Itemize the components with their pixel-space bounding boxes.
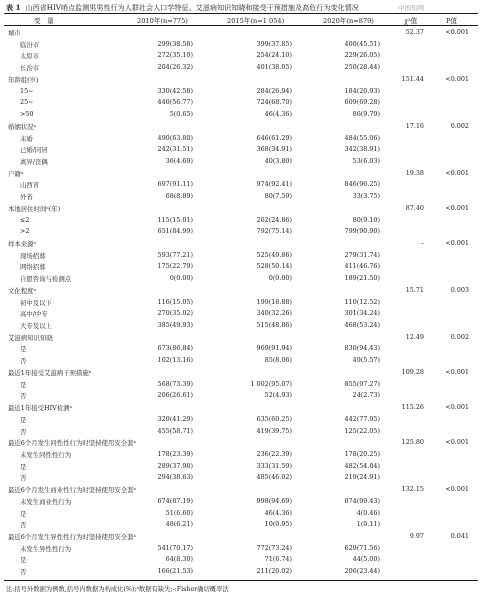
cell-2020: 86(9.79): [352, 110, 380, 118]
row-label: 是: [20, 556, 27, 565]
header-variable: 变 量: [34, 17, 54, 25]
cell-2010: 320(41.29): [157, 414, 193, 423]
table-row: [0, 497, 482, 508]
cell-2010: 270(35.02): [157, 309, 193, 318]
cell-2010: 116(15.05): [157, 297, 193, 306]
cell-2020: 1(0.11): [356, 520, 380, 529]
cell-2010: 697(91.11): [157, 180, 193, 189]
table-row: [0, 251, 482, 262]
row-label: 否: [20, 521, 27, 530]
cell-2010: 289(37.98): [157, 461, 193, 470]
cell-2015: 635(60.25): [256, 414, 292, 423]
cell-p-value: 0.041: [450, 532, 469, 540]
cell-2020: 874(99.43): [344, 496, 380, 505]
table-row: [0, 532, 482, 543]
row-label: 是: [20, 345, 27, 354]
row-label: ≤2: [20, 215, 30, 224]
cell-2020: 250(28.44): [344, 63, 380, 72]
row-label: 未婚: [20, 134, 33, 143]
cell-2010: 673(86.84): [157, 344, 193, 353]
table-row: [0, 87, 482, 98]
cell-p-value: 0.003: [450, 285, 469, 294]
row-label: 山西省: [20, 181, 40, 190]
row-label: 最近6个月发生商业性行为时坚持使用安全套ᵃ: [8, 486, 136, 495]
cell-chi-square: 125.80: [401, 438, 424, 447]
table-row: [0, 169, 482, 180]
row-label: 本地居住时间ᵃ(年): [8, 204, 61, 213]
top-rule: [4, 13, 478, 14]
cell-p-value: <0.001: [445, 74, 469, 83]
cell-2020: 482(54.84): [344, 461, 380, 470]
cell-2015: 262(24.86): [256, 215, 292, 224]
table-row: [0, 192, 482, 203]
table-row: [0, 134, 482, 145]
cell-2010: 455(58.71): [157, 426, 193, 435]
table-row: [0, 427, 482, 438]
cell-2015: 772(73.24): [256, 543, 292, 552]
table-row: [0, 509, 482, 520]
cell-2020: 629(71.56): [344, 543, 380, 552]
cell-2020: 400(45.51): [344, 39, 380, 48]
table-row: [0, 239, 482, 250]
cell-2020: 484(55.06): [344, 133, 380, 142]
row-label: 否: [20, 392, 27, 401]
cell-2015: 792(75.14): [256, 227, 292, 236]
cell-2015: 333(31.59): [256, 461, 292, 470]
header-p-value: P值: [446, 17, 458, 25]
cell-2010: 490(63.80): [157, 133, 193, 142]
table-row: [0, 415, 482, 426]
cell-2010: 593(77.21): [157, 250, 193, 259]
cell-2020: 279(31.74): [344, 250, 380, 259]
cell-chi-square: 19.38: [405, 168, 424, 177]
header-rule: [4, 25, 478, 26]
row-label: 大专及以上: [20, 322, 52, 330]
table-row: [0, 438, 482, 449]
cell-2020: 830(94.43): [344, 344, 380, 353]
cell-2015: 528(50.14): [256, 262, 292, 271]
table-row: [0, 391, 482, 402]
header-2020: 2020年(n=879): [323, 17, 374, 25]
cell-2010: 166(21.53): [157, 567, 193, 576]
table-row: [0, 63, 482, 74]
row-label: 户籍ᵃ: [8, 169, 24, 178]
cell-2020: 846(96.25): [344, 180, 380, 189]
cell-2015: 80(7.59): [264, 192, 292, 201]
cell-2015: 399(37.85): [256, 39, 292, 48]
cell-2020: 189(21.50): [344, 274, 380, 283]
row-label: 年龄组(岁): [8, 75, 39, 84]
cell-2015: 419(39.75): [256, 426, 292, 435]
cell-2020: 178(20.25): [344, 449, 380, 458]
row-label: 已婚/同居: [20, 146, 48, 155]
table-row: [0, 403, 482, 414]
cell-2020: 219(24.91): [344, 473, 380, 482]
row-label: 最近1年接受艾滋病干预措施ᵃ: [8, 368, 92, 377]
header-2010: 2010年(n=775): [137, 17, 188, 25]
cell-2015: 40(3.80): [264, 156, 292, 165]
table-row: [0, 544, 482, 555]
row-label: 是: [20, 462, 27, 471]
cell-p-value: 0.002: [450, 332, 469, 341]
row-label: 婚姻状况ᵃ: [8, 122, 37, 131]
cell-2015: 46(4.36): [264, 508, 292, 517]
cell-2015: 646(61.29): [256, 133, 292, 142]
cell-2020: 229(26.05): [344, 51, 380, 60]
cell-2020: 411(46.76): [344, 262, 380, 271]
cell-chi-square: 17.16: [405, 121, 424, 130]
cell-2010: 115(15.01): [157, 215, 193, 224]
cell-2010: 36(4.69): [165, 156, 193, 165]
row-label: 是: [20, 380, 27, 389]
table-row: [0, 227, 482, 238]
cell-2010: 440(56.77): [157, 98, 193, 107]
table-row: [0, 274, 482, 285]
row-label: 是: [20, 509, 27, 518]
row-label: 外省: [20, 193, 33, 202]
row-label: >50: [20, 110, 34, 118]
row-label: 最近1年接受HIV检测ᵃ: [8, 404, 72, 412]
cell-2010: 568(73.39): [157, 379, 193, 388]
table-row: [0, 356, 482, 367]
row-label: 现场招募: [20, 251, 46, 260]
table-row: [0, 380, 482, 391]
cell-chi-square: 109.28: [401, 367, 424, 376]
table-row: [0, 321, 482, 332]
cell-chi-square: 15.71: [405, 285, 424, 294]
table-row: [0, 75, 482, 86]
cell-2020: 342(38.91): [344, 145, 380, 154]
table-row: [0, 98, 482, 109]
cell-2020: 44(5.00): [352, 555, 380, 564]
cell-2010: 242(31.51): [157, 145, 193, 154]
cell-chi-square: 87.40: [405, 203, 424, 212]
cell-chi-square: 52.37: [405, 28, 424, 36]
cell-2010: 48(6.21): [165, 520, 193, 529]
cell-2020: 33(3.75): [352, 192, 380, 201]
row-label: 高中/中专: [20, 310, 48, 319]
row-label: 否: [20, 357, 27, 366]
table-row: [0, 309, 482, 320]
cell-2015: 211(20.02): [256, 567, 292, 576]
cell-chi-square: 132.15: [401, 485, 424, 494]
cell-2015: 85(8.06): [264, 356, 292, 365]
cell-2015: 969(91.94): [256, 344, 292, 353]
row-label: 临汾市: [20, 40, 40, 49]
table-caption: 山西省HIV哨点监测男男性行为人群社会人口学特征、艾滋病知识知晓和接受干预措施及高危行为变化情况: [25, 3, 359, 12]
cell-2010: 68(8.89): [165, 192, 193, 201]
cell-2015: 199(18.88): [256, 297, 292, 306]
cell-2015: 52(4.93): [264, 391, 292, 400]
cell-2015: 284(26.94): [256, 86, 292, 95]
table-row: [0, 262, 482, 273]
table-footnote: 注:括号外数据为例数,括号内数据为构成比(%);ᵃ数据有缺失;-:Fisher确切概率法: [6, 586, 229, 593]
cell-2010: 5(0.65): [169, 110, 193, 118]
cell-2010: 651(84.99): [157, 227, 193, 236]
cell-2015: 236(22.39): [256, 449, 292, 458]
cell-2010: 175(22.79): [157, 262, 193, 271]
cell-2010: 178(23.39): [157, 449, 193, 458]
table-row: [0, 40, 482, 51]
cell-2020: 468(53.24): [344, 321, 380, 329]
cell-2015: 0(0.00): [268, 274, 292, 283]
cell-2015: 10(0.95): [264, 520, 292, 529]
table-row: [0, 110, 482, 121]
cell-2010: 102(13.16): [157, 356, 193, 365]
row-label: >2: [20, 227, 30, 236]
cell-p-value: <0.001: [445, 203, 469, 212]
row-label: 最近6个月发生异性性行为时坚持使用安全套ᵃ: [8, 533, 136, 541]
row-label: 网络招募: [20, 263, 46, 272]
cell-2010: 51(6.60): [165, 508, 193, 517]
cell-p-value: 0.002: [450, 121, 469, 130]
row-label: 离异/丧偶: [20, 157, 48, 166]
cell-2020: 53(6.03): [352, 156, 380, 165]
cell-2010: 385(49.93): [157, 321, 193, 329]
cell-p-value: <0.001: [445, 485, 469, 494]
cell-2015: 340(32.26): [256, 309, 292, 318]
bottom-rule: [4, 580, 478, 581]
table-row: [0, 462, 482, 473]
cell-2015: 368(34.91): [256, 145, 292, 154]
table-row: [0, 122, 482, 133]
cell-2020: 609(69.28): [344, 98, 380, 107]
cell-2010: 299(38.58): [157, 39, 193, 48]
table-row: [0, 344, 482, 355]
row-label: 城市: [8, 29, 21, 37]
table-row: [0, 216, 482, 227]
row-label: 文化程度ᵃ: [8, 286, 37, 295]
cell-2015: 254(24.10): [256, 51, 292, 60]
cell-chi-square: 151.44: [401, 74, 424, 83]
cell-2020: 125(22.05): [344, 426, 380, 435]
cell-2020: 24(2.73): [352, 391, 380, 400]
table-row: [0, 450, 482, 461]
cell-2015: 998(94.69): [256, 496, 292, 505]
row-label: 是: [20, 415, 27, 424]
cell-2015: 974(92.41): [256, 180, 292, 189]
row-label: 最近6个月发生同性性行为时坚持使用安全套ᵃ: [8, 439, 136, 448]
table-row: [0, 473, 482, 484]
table-row: [0, 145, 482, 156]
cell-p-value: <0.001: [445, 239, 469, 247]
cell-2020: 4(0.46): [356, 508, 380, 517]
cell-2020: 80(9.10): [352, 215, 380, 224]
cell-2020: 442(77.95): [344, 414, 380, 423]
cell-p-value: <0.001: [445, 438, 469, 447]
cell-2010: 0(0.00): [169, 274, 193, 283]
table-number: 表 1: [6, 3, 21, 12]
row-label: 否: [20, 474, 27, 483]
table-row: [0, 286, 482, 297]
cell-2020: 184(20.93): [344, 86, 380, 95]
cell-2010: 294(38.63): [157, 473, 193, 482]
cell-2015: 515(48.86): [256, 321, 292, 329]
cell-p-value: <0.001: [445, 367, 469, 376]
cell-2020: 301(34.24): [344, 309, 380, 318]
cell-2010: 330(42.58): [157, 86, 193, 95]
cell-2020: 206(23.44): [344, 567, 380, 576]
cell-2010: 272(35.10): [157, 51, 193, 60]
table-row: [0, 298, 482, 309]
cell-2015: 46(4.36): [264, 110, 292, 118]
row-label: 艾滋病知识知晓: [8, 333, 53, 342]
table-row: [0, 28, 482, 39]
table-row: [0, 520, 482, 531]
row-label: 太原市: [20, 52, 40, 61]
table-row: [0, 485, 482, 496]
row-label: 样本来源ᵃ: [8, 240, 37, 248]
row-label: 未发生异性性行为: [20, 544, 72, 553]
cell-2020: 110(12.52): [344, 297, 380, 306]
row-label: 未发生商业性行为: [20, 497, 72, 506]
cell-p-value: <0.001: [445, 28, 469, 36]
cell-chi-square: 12.49: [405, 332, 424, 341]
cell-2015: 485(46.02): [256, 473, 292, 482]
table-row: [0, 368, 482, 379]
table-row: [0, 567, 482, 578]
cell-2015: 1 002(95.07): [250, 379, 292, 388]
table-row: [0, 333, 482, 344]
cell-2010: 204(26.32): [157, 63, 193, 72]
header-2015: 2015年(n=1 054): [227, 17, 285, 25]
cell-2010: 541(70.17): [157, 543, 193, 552]
cell-2020: 49(5.57): [352, 356, 380, 365]
row-label: 初中及以下: [20, 298, 52, 307]
watermark-logo: 中国知网: [398, 4, 424, 12]
table-row: [0, 204, 482, 215]
cell-2015: 401(38.05): [256, 63, 292, 72]
cell-2015: 525(49.86): [256, 250, 292, 259]
row-label: 否: [20, 568, 27, 577]
row-label: 15~: [20, 86, 34, 95]
header-chi-square: χ²值: [404, 17, 418, 25]
cell-p-value: <0.001: [445, 403, 469, 411]
cell-chi-square: 9.97: [409, 532, 424, 540]
cell-p-value: <0.001: [445, 168, 469, 177]
cell-2020: 799(90.90): [344, 227, 380, 236]
cell-2015: 724(68.70): [256, 98, 292, 107]
cell-2020: 855(97.27): [344, 379, 380, 388]
cell-2010: 64(8.30): [165, 555, 193, 564]
row-label: 未发生同性性行为: [20, 450, 72, 459]
row-label: 否: [20, 427, 27, 436]
table-row: [0, 51, 482, 62]
row-label: 25~: [20, 98, 34, 107]
cell-chi-square: –: [420, 239, 424, 247]
row-label: 自愿咨询与检测点: [20, 275, 72, 284]
cell-2010: 206(26.61): [157, 391, 193, 400]
cell-chi-square: 115.26: [401, 403, 424, 411]
cell-2015: 71(6.74): [264, 555, 292, 564]
table-row: [0, 157, 482, 168]
table-row: [0, 555, 482, 566]
cell-2010: 674(87.19): [157, 496, 193, 505]
table-row: [0, 180, 482, 191]
row-label: 长治市: [20, 64, 40, 73]
